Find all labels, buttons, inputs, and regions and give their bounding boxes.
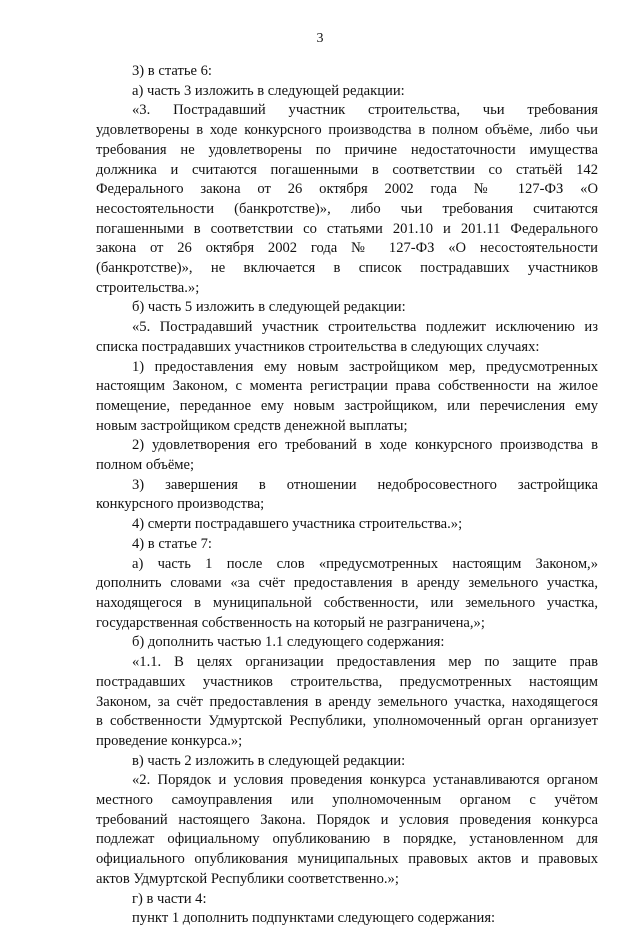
text-line: пункт 1 дополнить подпунктами следующего содержания: xyxy=(132,910,496,927)
text-line: государственная собственность на который не разграничена,»; xyxy=(96,614,485,631)
paragraph xyxy=(96,633,598,653)
page-number: 3 xyxy=(316,31,324,46)
text-line: «3. Пострадавший участник строительства, чьи требования xyxy=(132,102,598,119)
document-body xyxy=(96,62,598,929)
text-line: помещение, переданное ему новым застройщиком, или перечисления ему xyxy=(96,397,598,414)
text-line: «2. Порядок и условия проведения конкурса устанавливаются органом xyxy=(132,772,598,789)
paragraph xyxy=(96,62,598,82)
text-line: находящегося в муниципальной собственности, или земельного участка, xyxy=(96,594,598,611)
text-line: несостоятельности (банкротстве)», либо чьи требования считаются xyxy=(96,200,598,217)
text-line: в собственности Удмуртской Республики, уполномоченный орган организует xyxy=(96,713,598,730)
text-line: полном объёме; xyxy=(96,457,195,474)
text-line: 4) в статье 7: xyxy=(132,535,212,552)
paragraph xyxy=(96,890,598,910)
text-line: «1.1. В целях организации предоставления мер по защите прав xyxy=(132,654,598,671)
text-line: списка пострадавших участников строительства в следующих случаях: xyxy=(96,338,540,355)
text-line: (банкротстве)», не включается в список пострадавших участников xyxy=(96,260,598,277)
text-line: новым застройщиком средств денежной выплаты; xyxy=(96,417,408,434)
text-line: дополнить словами «за счёт предоставления в аренду земельного участка, xyxy=(96,575,598,592)
text-line: проведение конкурса.»; xyxy=(96,732,243,749)
text-line: конкурсного производства; xyxy=(96,496,265,513)
paragraph xyxy=(96,476,598,515)
text-line: местного самоуправления или уполномоченным органом с учётом xyxy=(96,792,598,809)
paragraph xyxy=(96,298,598,318)
text-line: а) часть 3 изложить в следующей редакции: xyxy=(132,82,405,99)
text-line: подлежат официальному опубликованию в порядке, установленном для xyxy=(96,831,598,848)
text-line: должника и считаются погашенными в соответствии со статьёй 142 xyxy=(96,161,598,178)
text-line: настоящим Законом, с момента регистрации права собственности на жилое xyxy=(96,378,598,395)
paragraph xyxy=(96,909,598,929)
text-line: требования не удовлетворены по причине недостаточности имущества xyxy=(96,141,598,158)
paragraph xyxy=(96,101,598,298)
text-line: требований настоящего Закона. Порядок и условия проведения конкурса xyxy=(96,811,598,828)
text-line: 3) завершения в отношении недобросовестного застройщика xyxy=(132,476,598,493)
text-line: строительства.»; xyxy=(96,279,200,296)
paragraph xyxy=(96,515,598,535)
paragraph xyxy=(96,771,598,889)
text-line: Федерального закона от 26 октября 2002 года № 127-ФЗ «О xyxy=(96,181,598,198)
text-line: 4) смерти пострадавшего участника строительства.»; xyxy=(132,516,463,533)
paragraph xyxy=(96,358,598,437)
paragraph xyxy=(96,653,598,752)
text-line: удовлетворены в ходе конкурсного производства в полном объёме, либо чьи xyxy=(96,122,598,139)
paragraph xyxy=(96,436,598,475)
text-line: пострадавших участников строительства, предусмотренных настоящим xyxy=(96,673,598,690)
text-line: официального опубликования муниципальных правовых актов и правовых xyxy=(96,851,598,868)
text-line: «5. Пострадавший участник строительства подлежит исключению из xyxy=(132,319,598,336)
text-line: б) дополнить частью 1.1 следующего содержания: xyxy=(132,634,445,651)
paragraph xyxy=(96,555,598,634)
text-line: 1) предоставления ему новым застройщиком мер, предусмотренных xyxy=(132,358,598,375)
paragraph xyxy=(96,82,598,102)
text-line: Законом, за счёт предоставления в аренду земельного участка, находящегося xyxy=(96,693,598,710)
text-line: г) в части 4: xyxy=(132,890,207,907)
text-line: а) часть 1 после слов «предусмотренных настоящим Законом,» xyxy=(132,555,598,572)
paragraph xyxy=(96,752,598,772)
text-line: 3) в статье 6: xyxy=(132,63,212,79)
text-line: б) часть 5 изложить в следующей редакции: xyxy=(132,299,406,316)
text-line: закона от 26 октября 2002 года № 127-ФЗ «О несостоятельности xyxy=(96,240,598,257)
paragraph xyxy=(96,535,598,555)
paragraph xyxy=(96,318,598,357)
text-line: 2) удовлетворения его требований в ходе конкурсного производства в xyxy=(132,437,598,454)
text-line: погашенными в соответствии со статьями 201.10 и 201.11 Федерального xyxy=(96,220,598,237)
text-line: в) часть 2 изложить в следующей редакции: xyxy=(132,752,406,769)
text-line: актов Удмуртской Республики соответственно.»; xyxy=(96,870,399,887)
